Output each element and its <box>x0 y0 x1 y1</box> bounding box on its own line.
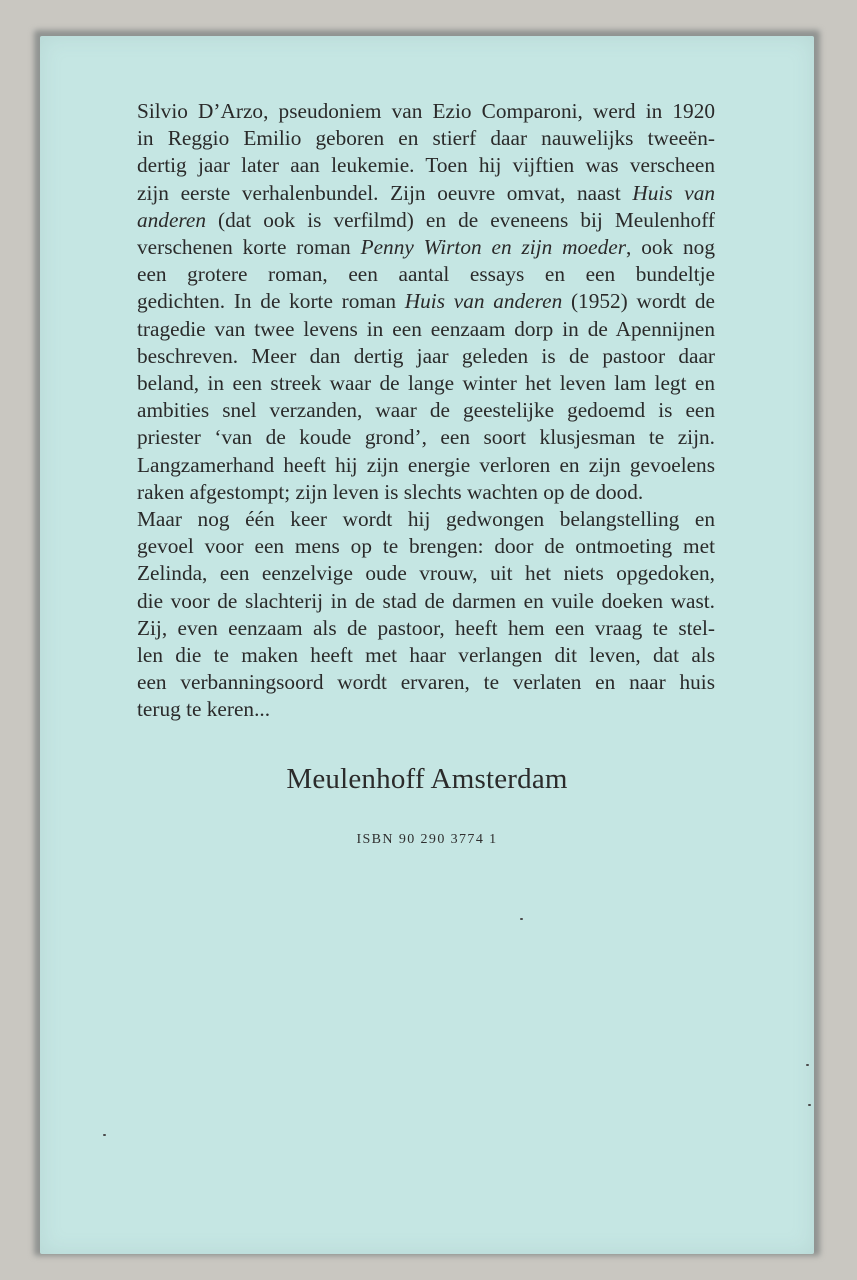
blurb-line <box>137 696 715 723</box>
blurb-text: beland, in een streek waar de lange winter het leven lam legt en <box>137 371 715 396</box>
paper-speck <box>806 1064 809 1066</box>
blurb-line <box>137 397 715 424</box>
blurb-text: priester ‘van de koude grond’, een soort klusjesman te zijn. <box>137 425 715 450</box>
blurb-text: dertig jaar later aan leukemie. Toen hij vijftien was verscheen <box>137 153 715 178</box>
blurb-text: gevoel voor een mens op te brengen: door de ontmoeting met <box>137 534 715 559</box>
blurb-text: , ook nog <box>626 235 715 260</box>
blurb-text: terug te keren... <box>137 697 271 722</box>
blurb-title-italic: Huis van anderen <box>404 289 563 314</box>
blurb-line <box>137 343 715 370</box>
blurb-line <box>137 125 715 152</box>
blurb-text: Zelinda, een eenzelvige oude vrouw, uit het niets opgedoken, <box>137 561 715 586</box>
blurb-text: verschenen korte roman <box>137 235 361 260</box>
blurb-line <box>137 479 715 506</box>
paper-speck <box>103 1134 106 1136</box>
blurb-text: in Reggio Emilio geboren en stierf daar nauwelijks tweeën- <box>137 126 715 151</box>
blurb-text: een grotere roman, een aantal essays en een bundeltje <box>137 262 715 287</box>
blurb-text: tragedie van twee levens in een eenzaam dorp in de Apennijnen <box>137 316 715 341</box>
blurb-text: ambities snel verzanden, waar de geestelijke gedoemd is een <box>137 398 715 423</box>
blurb-line <box>137 642 715 669</box>
blurb-line <box>137 452 715 479</box>
blurb-paragraph <box>137 98 715 724</box>
blurb-text: (dat ook is verfilmd) en de eveneens bij Meulenhoff <box>206 207 715 232</box>
blurb-line <box>137 588 715 615</box>
blurb-text: die voor de slachterij in de stad de darmen en vuile doeken wast. <box>137 588 715 613</box>
blurb-text: Silvio D’Arzo, pseudoniem van Ezio Comparoni, werd in 1920 <box>137 99 715 123</box>
isbn-number: ISBN 90 290 3774 1 <box>356 832 498 847</box>
blurb-title-italic: Huis van <box>632 180 715 205</box>
paper-speck <box>520 918 523 920</box>
blurb-line <box>137 261 715 288</box>
blurb-line <box>137 207 715 234</box>
blurb-line <box>137 234 715 261</box>
blurb-text: raken afgestompt; zijn leven is slechts wachten op de dood. <box>137 479 644 504</box>
blurb-line <box>137 316 715 343</box>
blurb-text: zijn eerste verhalenbundel. Zijn oeuvre omvat, naast <box>137 180 633 205</box>
blurb-line <box>137 506 715 533</box>
blurb-title-italic: Penny Wirton en zijn moeder <box>360 235 627 260</box>
blurb-text: beschreven. Meer dan dertig jaar geleden is de pastoor daar <box>137 343 715 368</box>
blurb-line <box>137 370 715 397</box>
blurb-line <box>137 669 715 696</box>
blurb-line <box>137 424 715 451</box>
blurb-line <box>137 560 715 587</box>
blurb-text: Langzamerhand heeft hij zijn energie verloren en zijn gevoelens <box>137 452 715 477</box>
blurb-text: gedichten. In de korte roman <box>137 289 405 314</box>
blurb-line <box>137 98 715 125</box>
blurb-text: len die te maken heeft met haar verlangen dit leven, dat als <box>137 643 715 668</box>
paper-speck <box>808 1104 811 1106</box>
blurb-text: Maar nog één keer wordt hij gedwongen belangstelling en <box>137 507 715 532</box>
blurb-line <box>137 615 715 642</box>
blurb-line <box>137 152 715 179</box>
blurb-line <box>137 533 715 560</box>
blurb-title-italic: anderen <box>137 207 206 232</box>
blurb-line <box>137 180 715 207</box>
blurb-line <box>137 288 715 315</box>
book-back-cover <box>40 36 814 1254</box>
blurb-text: Zij, even eenzaam als de pastoor, heeft hem een vraag te stel- <box>137 615 715 640</box>
blurb-text: (1952) wordt de <box>562 289 715 314</box>
blurb-text: een verbanningsoord wordt ervaren, te verlaten en naar huis <box>137 670 715 695</box>
publisher-name: Meulenhoff Amsterdam <box>286 763 568 795</box>
